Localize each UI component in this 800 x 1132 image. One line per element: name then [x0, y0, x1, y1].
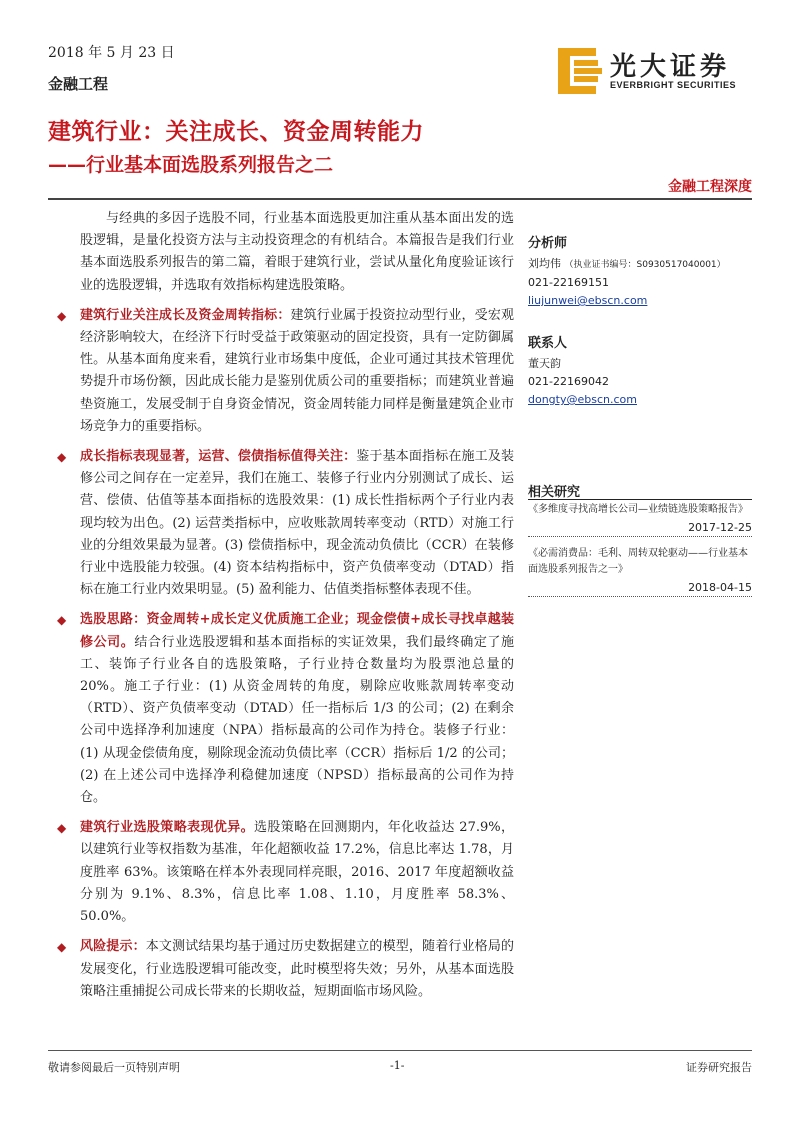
- intro-paragraph: 与经典的多因子选股不同，行业基本面选股更加注重从基本面出发的选股逻辑，是量化投资方法与主动投资理念的有机结合。本篇报告是我们行业基本面选股系列报告的第二篇，着眼于建筑行业，尝试从量化角度验证该行业的选股逻辑，并选取有效指标构建选股策略。: [80, 211, 514, 293]
- analyst-name-line: [528, 255, 752, 274]
- related-heading: 相关研究: [528, 485, 581, 500]
- related-heading-wrap: [528, 481, 752, 500]
- contact-name: 董天韵: [528, 357, 561, 370]
- bullet-item: [57, 609, 514, 809]
- related-item-title: 《必需消费品：毛利、周转双轮驱动——行业基本面选股系列报告之一》: [528, 548, 748, 575]
- bullet-text: 本文测试结果均基于通过历史数据建立的模型，随着行业格局的发展变化，行业选股逻辑可能改变，此时模型将失效；另外，从基本面选股策略注重捕捉公司成长带来的长期收益，短期面临市场风险。: [80, 939, 514, 999]
- bullet-item: [57, 817, 514, 928]
- related-item-title: 《多维度寻找高增长公司—业绩链选股策略报告》: [528, 504, 748, 515]
- company-logo: [558, 46, 758, 96]
- bullet-text: 结合行业选股逻辑和基本面指标的实证效果，我们最终确定了施工、装饰子行业各自的选股策略，子行业持仓数量均为股票池总量的 20%。施工子行业：(1) 从资金周转的角度，剔除应收账款周转率变动（RTD）、资产负债率变动（DTAD）任一指标后 1/3 的公司；(2) 在剩余公司中选择净利加速度（NPA）指标最高的公司作为持仓。装修子行业：(1) 从现金偿债角度，剔除现金流动负债比率（CCR）指标后 1/2 的公司；(2) 在上述公司中选择净利稳健加速度（NPSD）指标最高的公司作为持仓。: [80, 634, 514, 806]
- footer-report-type: 证券研究报告: [686, 1061, 752, 1074]
- bullet-item: [57, 305, 514, 438]
- footer-divider: [48, 1050, 752, 1051]
- report-title: 建筑行业：关注成长、资金周转能力: [48, 119, 424, 145]
- footer-disclaimer: 敬请参阅最后一页特别声明: [48, 1061, 180, 1074]
- analyst-heading: 分析师: [528, 236, 568, 251]
- header-divider: [48, 198, 752, 200]
- related-item[interactable]: [528, 502, 752, 537]
- diamond-bullet-icon: ◆: [57, 308, 67, 323]
- department-label: 金融工程: [48, 75, 109, 93]
- contact-email-link[interactable]: dongty@ebscn.com: [528, 393, 637, 406]
- diamond-bullet-icon: ◆: [57, 821, 67, 836]
- analyst-name: 刘均伟: [528, 257, 561, 270]
- bullet-text: 建筑行业属于投资拉动型行业，受宏观经济影响较大，在经济下行时受益于政策驱动的固定投资，具有一定防御属性。从基本面角度来看，建筑行业市场集中度低，企业可通过其技术管理优势提升市场份额，因此成长能力是鉴别优质公司的重要指标；而建筑业普遍垫资施工，发展受制于自身资金情况，资金周转能力同样是衡量建筑企业市场竞争力的重要指标。: [80, 307, 514, 434]
- page-number: -1-: [390, 1059, 405, 1072]
- contact-phone: 021-22169042: [528, 375, 609, 388]
- document-type: 金融工程深度: [668, 179, 752, 195]
- analyst-cert: （执业证书编号：S0930517040001）: [564, 260, 726, 270]
- bullet-heading: 选股思路：资金周转+成长定义优质施工企业；现金偿债+成长寻找卓越装修公司。: [80, 612, 514, 650]
- bullet-item: [57, 936, 514, 1003]
- related-dotted-divider: [528, 596, 752, 597]
- bullet-heading: 风险提示：: [80, 939, 146, 955]
- related-divider: [528, 499, 752, 500]
- everbright-logo-icon: [558, 48, 602, 94]
- bullet-text: 选股策略在回测期内，年化收益达 27.9%，以建筑行业等权指数为基准，年化超额收益 17.2%，信息比率达 1.78，月度胜率 63%。该策略在样本外表现同样亮眼，2016、2017 年度超额收益分别为 9.1%、8.3%，信息比率 1.08、1.10，月度胜率 58.3%、50.0%。: [80, 820, 514, 925]
- bullet-heading: 建筑行业关注成长及资金周转指标：: [80, 307, 291, 323]
- diamond-bullet-icon: ◆: [57, 940, 67, 955]
- report-date: 2018 年 5 月 23 日: [48, 45, 175, 61]
- related-item-date: 2018-04-15: [688, 581, 752, 594]
- summary-body: [57, 208, 514, 1011]
- diamond-bullet-icon: ◆: [57, 613, 67, 628]
- related-item[interactable]: [528, 546, 752, 597]
- logo-name-cn: 光大证券: [610, 52, 731, 82]
- related-item-date: 2017-12-25: [688, 521, 752, 534]
- bullet-heading: 成长指标表现显著，运营、偿债指标值得关注：: [80, 449, 357, 465]
- diamond-bullet-icon: ◆: [57, 450, 67, 465]
- analyst-block: [528, 232, 752, 310]
- analyst-email-link[interactable]: liujunwei@ebscn.com: [528, 294, 648, 307]
- bullet-heading: 建筑行业选股策略表现优异。: [80, 820, 255, 836]
- analyst-phone: 021-22169151: [528, 276, 609, 289]
- contact-heading: 联系人: [528, 336, 568, 351]
- report-subtitle: ——行业基本面选股系列报告之二: [48, 154, 334, 176]
- related-dotted-divider: [528, 536, 752, 537]
- bullet-item: [57, 446, 514, 601]
- bullet-text: 鉴于基本面指标在施工及装修公司之间存在一定差异，我们在施工、装修子行业内分别测试了成长、运营、偿债、估值等基本面指标的选股效果：(1) 成长性指标两个子行业内表现均较为出色。(2) 运营类指标中，应收账款周转率变动（RTD）对施工行业的分组效果最为显著。(3) 偿债指标中，现金流动负债比（CCR）在装修行业中选股能力较强。(4) 资本结构指标中，资产负债率变动（DTAD）指标在施工行业内效果明显。(5) 盈利能力、估值类指标整体表现不佳。: [80, 449, 514, 598]
- contact-block: [528, 332, 752, 409]
- logo-name-en: EVERBRIGHT SECURITIES: [610, 80, 737, 90]
